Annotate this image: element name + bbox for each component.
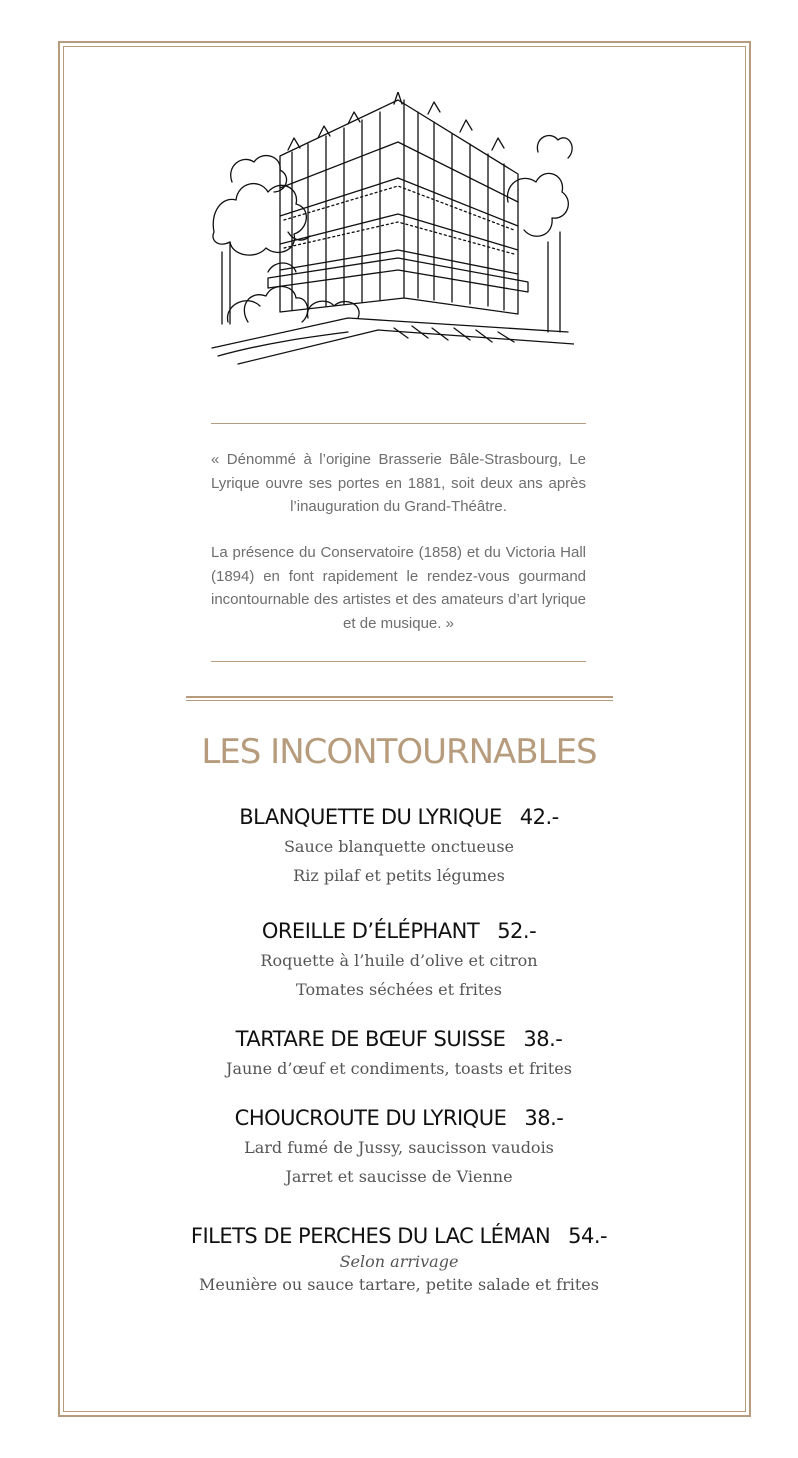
dish-price: 42.- [519,805,559,829]
dish-description: Sauce blanquette onctueuse [283,837,515,856]
dish-price: 38.- [524,1106,564,1130]
dish-heading [0,916,798,946]
menu-item-tartare [0,1024,798,1083]
dish-description: Roquette à l’huile d’olive et citron [260,951,538,970]
dish-name: CHOUCROUTE DU LYRIQUE [234,1106,507,1130]
dish-name: FILETS DE PERCHES DU LAC LÉMAN [190,1224,551,1248]
dish-name: TARTARE DE BŒUF SUISSE [235,1027,506,1051]
divider-top [211,423,586,424]
intro-paragraph-1: « Dénommé à l’origine Brasserie Bâle-Strasbourg, Le Lyrique ouvre ses portes en 1881, soit deux ans après l’inauguration du Grand-Théâtre. [211,451,586,515]
dish-price: 52.- [497,919,537,943]
menu-item-oreille-elephant [0,916,798,1004]
dish-price: 38.- [523,1027,563,1051]
dish-description: Meunière ou sauce tartare, petite salade et frites [199,1275,599,1294]
dish-price: 54.- [568,1224,608,1248]
intro-paragraph-2: La présence du Conservatoire (1858) et du Victoria Hall (1894) en font rapidement le rendez-vous gourmand incontournable des artistes et des amateurs d’art lyrique et de musique. » [211,544,586,632]
menu-item-choucroute [0,1103,798,1191]
dish-description: Jaune d’œuf et condiments, toasts et frites [226,1059,572,1078]
dish-description: Jarret et saucisse de Vienne [285,1167,513,1186]
dish-description: Lard fumé de Jussy, saucisson vaudois [244,1138,554,1157]
dish-heading [0,1024,798,1054]
dish-heading [0,1221,798,1251]
dish-description: Tomates séchées et frites [296,980,502,999]
section-divider [186,696,613,701]
dish-heading [0,1103,798,1133]
dish-description: Riz pilaf et petits légumes [293,866,505,885]
divider-bottom [211,661,586,662]
menu-item-blanquette [0,802,798,890]
dish-name: OREILLE D’ÉLÉPHANT [261,919,480,943]
dish-heading [0,802,798,832]
brasserie-building-sketch-icon [208,92,574,374]
dish-note: Selon arrivage [339,1252,459,1271]
dish-name: BLANQUETTE DU LYRIQUE [239,805,502,829]
menu-item-filets-perches [0,1221,798,1297]
section-title: LES INCONTOURNABLES [201,732,597,772]
